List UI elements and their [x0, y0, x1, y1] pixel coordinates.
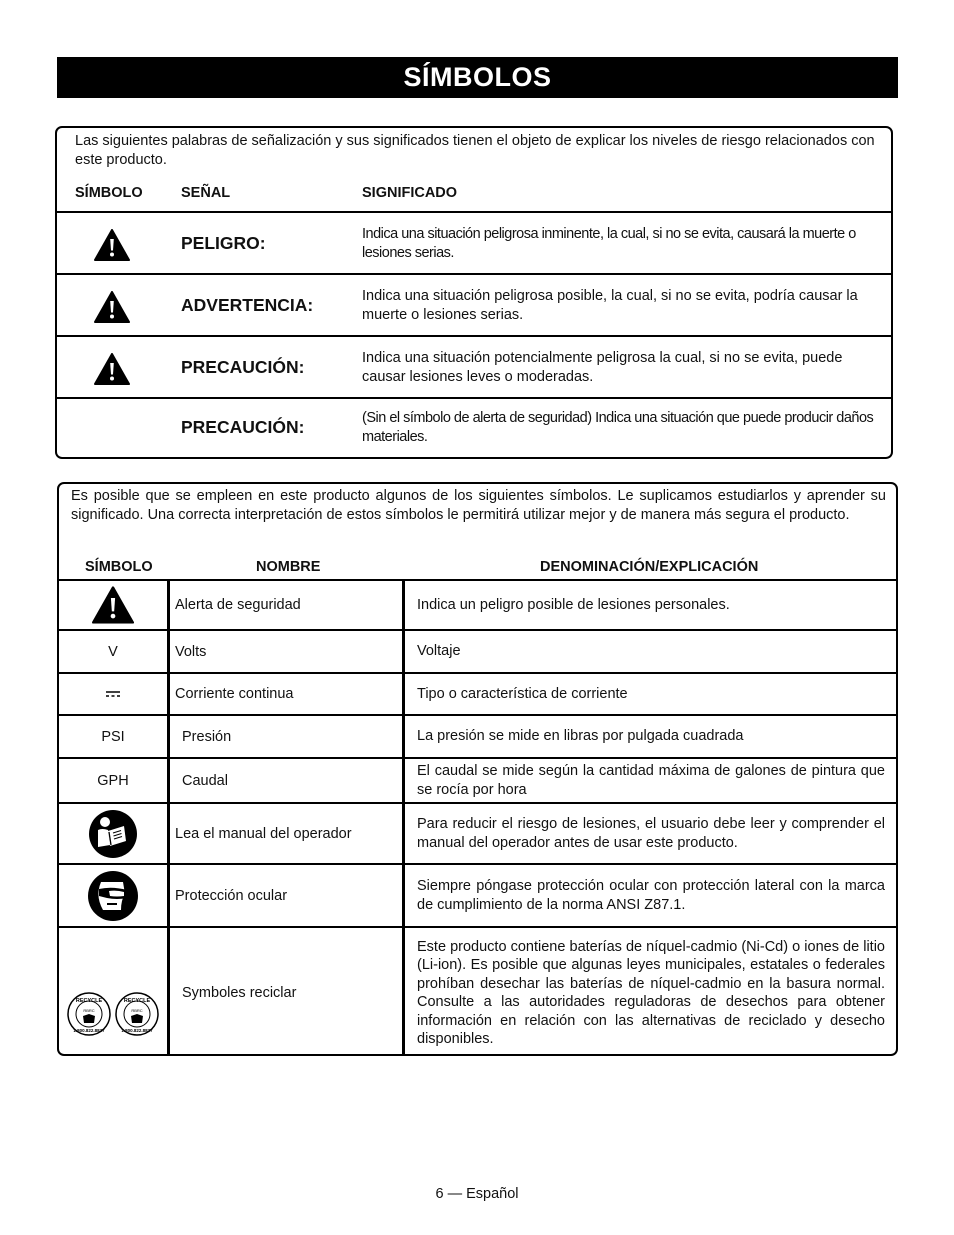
symbol-text: V: [108, 643, 118, 660]
symbols-intro: Es posible que se empleen en este producto algunos de los siguientes símbolos. Le suplicamos estudiarlos y aprender su significado. Una correcta interpretación de estos símbolos le permitirá utilizar mejor y de manera más segura el producto.: [71, 488, 886, 523]
signal-row-precaucion-no-symbol: [57, 397, 891, 459]
signal-row-precaucion: [57, 335, 891, 397]
header-symbol: SÍMBOLO: [75, 185, 143, 201]
table-row: [59, 629, 896, 672]
recycle-seal-icon: [115, 992, 159, 1036]
table-row: [59, 802, 896, 863]
header-signal: SEÑAL: [181, 185, 231, 201]
symbol-name: Volts: [175, 643, 207, 660]
header-meaning: SIGNIFICADO: [362, 185, 458, 201]
symbol-explanation: El caudal se mide según la cantidad máxima de galones de pintura que se rocía por hora: [417, 763, 885, 798]
signal-row-peligro: [57, 211, 891, 273]
warning-triangle-icon: [94, 353, 130, 385]
symbol-explanation: Indica un peligro posible de lesiones personales.: [417, 596, 730, 613]
direct-current-icon: [105, 690, 121, 698]
signal-word: PELIGRO:: [181, 233, 266, 253]
table-row: [59, 579, 896, 629]
table-row: [59, 714, 896, 757]
page-title: SÍMBOLOS: [403, 62, 552, 92]
symbol-name: Presión: [182, 728, 232, 745]
symbol-explanation: Tipo o característica de corriente: [417, 685, 628, 702]
table-row: [59, 926, 896, 1056]
svg-text:RBRC: RBRC: [131, 1008, 143, 1013]
signal-word: PRECAUCIÓN:: [181, 417, 305, 437]
warning-triangle-icon: [94, 229, 130, 261]
header-name: NOMBRE: [256, 559, 321, 575]
signal-meaning: (Sin el símbolo de alerta de seguridad) Indica una situación que puede producir daños materiales.: [362, 410, 874, 445]
symbol-text: PSI: [101, 728, 125, 745]
symbol-text: GPH: [97, 772, 129, 789]
symbol-explanation: Este producto contiene baterías de níquel-cadmio (Ni-Cd) o iones de litio (Li-ion). Es posible que algunas leyes municipales, estatales o federales prohíban desechar las baterías de níquel-cadmio en la basura normal. Consulte a las autoridades reguladoras de desechos para obtener información en relación con las alternativas de reciclado y desecho disponibles.: [417, 938, 885, 1047]
svg-text:RECYCLE: RECYCLE: [75, 998, 103, 1004]
table-row: [59, 757, 896, 802]
read-manual-icon: [88, 809, 138, 859]
svg-text:1.800.822.8837: 1.800.822.8837: [121, 1028, 153, 1033]
symbol-name: Protección ocular: [175, 887, 288, 904]
table-row: [59, 863, 896, 926]
symbol-name: Symboles reciclar: [182, 985, 297, 1001]
symbol-name: Lea el manual del operador: [175, 825, 352, 842]
signal-word: ADVERTENCIA:: [181, 295, 314, 315]
signal-meaning: Indica una situación potencialmente peligrosa la cual, si no se evita, puede causar lesiones leves o moderadas.: [362, 350, 843, 385]
signal-word: PRECAUCIÓN:: [181, 357, 305, 377]
signal-meaning: Indica una situación peligrosa posible, la cual, si no se evita, podría causar la muerte o lesiones serias.: [362, 288, 858, 323]
recycle-seal-icon: [67, 992, 111, 1036]
symbol-explanation: Voltaje: [417, 643, 461, 660]
symbol-name: Corriente continua: [175, 686, 294, 702]
symbol-explanation: Siempre póngase protección ocular con protección lateral con la marca de cumplimiento de la norma ANSI Z87.1.: [417, 878, 885, 913]
safety-alert-icon: [92, 586, 134, 624]
page-title-bar: [57, 57, 898, 98]
table-row: [59, 672, 896, 714]
header-symbol: SÍMBOLO: [85, 559, 153, 575]
symbols-box: [57, 482, 898, 1056]
signal-meaning: Indica una situación peligrosa inminente, la cual, si no se evita, causará la muerte o lesiones serias.: [362, 226, 856, 261]
svg-text:RBRC: RBRC: [83, 1008, 95, 1013]
signal-words-box: [55, 126, 893, 459]
signal-row-advertencia: [57, 273, 891, 335]
warning-triangle-icon: [94, 291, 130, 323]
svg-text:RECYCLE: RECYCLE: [123, 998, 151, 1004]
eye-protection-icon: [87, 870, 139, 922]
symbol-explanation: Para reducir el riesgo de lesiones, el usuario debe leer y comprender el manual del operador antes de usar este producto.: [417, 816, 885, 851]
symbol-name: Caudal: [182, 772, 228, 789]
symbol-name: Alerta de seguridad: [175, 597, 301, 613]
header-explanation: DENOMINACIÓN/EXPLICACIÓN: [540, 559, 759, 575]
svg-text:1.800.822.8837: 1.800.822.8837: [73, 1028, 105, 1033]
page-footer: 6 — Español: [435, 1186, 519, 1202]
symbol-explanation: La presión se mide en libras por pulgada cuadrada: [417, 728, 744, 745]
signal-intro: Las siguientes palabras de señalización y sus significados tienen el objeto de explicar los niveles de riesgo relacionados con este producto.: [75, 133, 875, 168]
